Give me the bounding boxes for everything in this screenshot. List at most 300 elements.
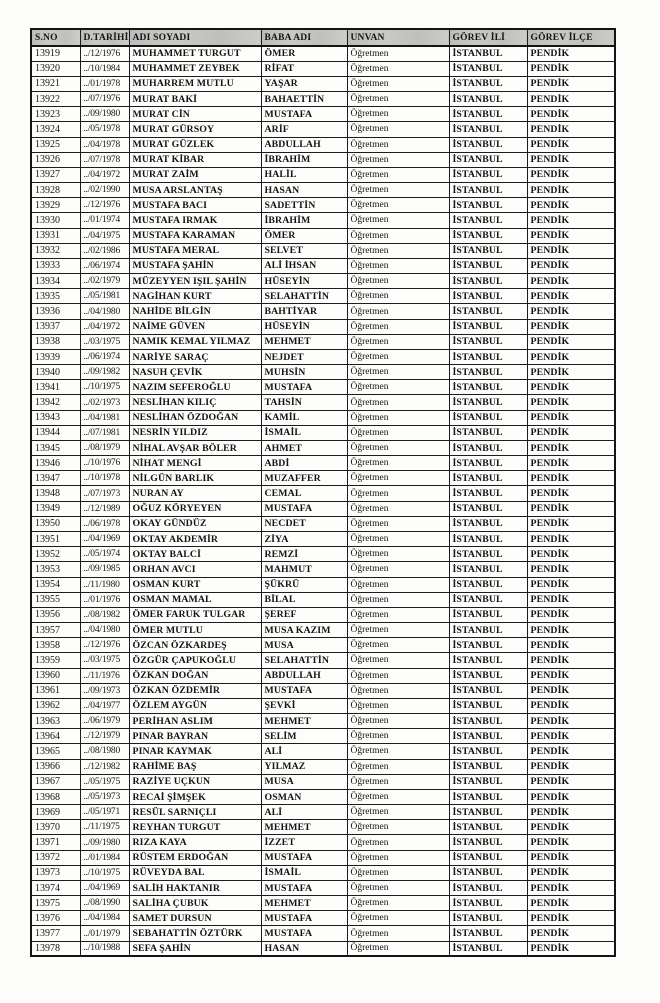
- cell-district: PENDİK: [527, 243, 615, 258]
- table-row: [31, 349, 615, 364]
- cell-province: İSTANBUL: [449, 744, 527, 759]
- cell-name: MURAT ZAİM: [129, 167, 261, 182]
- cell-father: İZZET: [261, 835, 347, 850]
- cell-district: PENDİK: [527, 486, 615, 501]
- cell-district: PENDİK: [527, 698, 615, 713]
- cell-name: MUSTAFA MERAL: [129, 243, 261, 258]
- cell-province: İSTANBUL: [449, 304, 527, 319]
- cell-sno: 13953: [31, 562, 80, 577]
- cell-date: ../06/1974: [80, 349, 129, 364]
- cell-district: PENDİK: [527, 835, 615, 850]
- cell-district: PENDİK: [527, 865, 615, 880]
- table-row: [31, 607, 615, 622]
- cell-date: ../12/1979: [80, 729, 129, 744]
- cell-province: İSTANBUL: [449, 729, 527, 744]
- cell-sno: 13932: [31, 243, 80, 258]
- cell-province: İSTANBUL: [449, 395, 527, 410]
- cell-name: RÜSTEM ERDOĞAN: [129, 850, 261, 865]
- cell-province: İSTANBUL: [449, 228, 527, 243]
- cell-title: Öğretmen: [347, 653, 449, 668]
- cell-date: ../10/1975: [80, 380, 129, 395]
- table-row: [31, 107, 615, 122]
- cell-father: ABDULLAH: [261, 668, 347, 683]
- cell-date: ../05/1971: [80, 805, 129, 820]
- cell-sno: 13947: [31, 471, 80, 486]
- cell-date: ../11/1980: [80, 577, 129, 592]
- cell-title: Öğretmen: [347, 122, 449, 137]
- cell-title: Öğretmen: [347, 729, 449, 744]
- table-row: [31, 183, 615, 198]
- cell-date: ../01/1974: [80, 213, 129, 228]
- cell-name: NAİME GÜVEN: [129, 319, 261, 334]
- cell-district: PENDİK: [527, 941, 615, 956]
- cell-father: MUSTAFA: [261, 880, 347, 895]
- cell-district: PENDİK: [527, 683, 615, 698]
- cell-title: Öğretmen: [347, 61, 449, 76]
- table-row: [31, 820, 615, 835]
- cell-province: İSTANBUL: [449, 714, 527, 729]
- cell-name: MURAT GÜRSOY: [129, 122, 261, 137]
- cell-father: ZİYA: [261, 532, 347, 547]
- cell-sno: 13955: [31, 592, 80, 607]
- table-row: [31, 61, 615, 76]
- cell-name: ÖZKAN DOĞAN: [129, 668, 261, 683]
- cell-title: Öğretmen: [347, 183, 449, 198]
- cell-district: PENDİK: [527, 547, 615, 562]
- cell-district: PENDİK: [527, 774, 615, 789]
- table-row: [31, 274, 615, 289]
- cell-title: Öğretmen: [347, 92, 449, 107]
- cell-province: İSTANBUL: [449, 623, 527, 638]
- column-header-province: GÖREV İLİ: [449, 29, 527, 46]
- cell-name: RAHİME BAŞ: [129, 759, 261, 774]
- cell-district: PENDİK: [527, 532, 615, 547]
- cell-date: ../02/1986: [80, 243, 129, 258]
- cell-title: Öğretmen: [347, 911, 449, 926]
- cell-father: SELVET: [261, 243, 347, 258]
- column-header-sno: S.NO: [31, 29, 80, 46]
- cell-district: PENDİK: [527, 714, 615, 729]
- cell-date: ../09/1980: [80, 107, 129, 122]
- cell-father: ÖMER: [261, 46, 347, 61]
- cell-title: Öğretmen: [347, 425, 449, 440]
- cell-sno: 13950: [31, 516, 80, 531]
- cell-name: NURAN AY: [129, 486, 261, 501]
- cell-sno: 13968: [31, 789, 80, 804]
- table-row: [31, 698, 615, 713]
- cell-date: ../08/1982: [80, 607, 129, 622]
- cell-title: Öğretmen: [347, 334, 449, 349]
- cell-sno: 13934: [31, 274, 80, 289]
- cell-sno: 13954: [31, 577, 80, 592]
- cell-sno: 13977: [31, 926, 80, 941]
- cell-title: Öğretmen: [347, 865, 449, 880]
- cell-father: MUSTAFA: [261, 380, 347, 395]
- cell-district: PENDİK: [527, 805, 615, 820]
- cell-name: MÜZEYYEN IŞIL ŞAHİN: [129, 274, 261, 289]
- table-row: [31, 76, 615, 91]
- cell-sno: 13970: [31, 820, 80, 835]
- cell-sno: 13940: [31, 365, 80, 380]
- cell-date: ../05/1974: [80, 547, 129, 562]
- cell-father: NEJDET: [261, 349, 347, 364]
- cell-title: Öğretmen: [347, 668, 449, 683]
- cell-province: İSTANBUL: [449, 289, 527, 304]
- cell-title: Öğretmen: [347, 258, 449, 273]
- cell-district: PENDİK: [527, 334, 615, 349]
- cell-province: İSTANBUL: [449, 638, 527, 653]
- table-row: [31, 592, 615, 607]
- cell-province: İSTANBUL: [449, 865, 527, 880]
- cell-father: ARİF: [261, 122, 347, 137]
- cell-date: ../05/1973: [80, 789, 129, 804]
- table-row: [31, 638, 615, 653]
- table-row: [31, 623, 615, 638]
- cell-province: İSTANBUL: [449, 774, 527, 789]
- cell-date: ../12/1976: [80, 638, 129, 653]
- cell-title: Öğretmen: [347, 243, 449, 258]
- cell-date: ../11/1976: [80, 668, 129, 683]
- cell-date: ../06/1979: [80, 714, 129, 729]
- table-row: [31, 744, 615, 759]
- cell-province: İSTANBUL: [449, 440, 527, 455]
- cell-province: İSTANBUL: [449, 911, 527, 926]
- cell-title: Öğretmen: [347, 456, 449, 471]
- cell-title: Öğretmen: [347, 759, 449, 774]
- cell-province: İSTANBUL: [449, 122, 527, 137]
- table-row: [31, 941, 615, 956]
- cell-province: İSTANBUL: [449, 547, 527, 562]
- cell-name: NAZIM SEFEROĞLU: [129, 380, 261, 395]
- cell-province: İSTANBUL: [449, 76, 527, 91]
- cell-title: Öğretmen: [347, 623, 449, 638]
- personnel-table: [30, 28, 616, 957]
- column-header-name: ADI SOYADI: [129, 29, 261, 46]
- cell-province: İSTANBUL: [449, 183, 527, 198]
- table-row: [31, 289, 615, 304]
- cell-date: ../08/1980: [80, 744, 129, 759]
- cell-name: ÖZLEM AYGÜN: [129, 698, 261, 713]
- cell-father: MUHSİN: [261, 365, 347, 380]
- cell-sno: 13957: [31, 623, 80, 638]
- cell-province: İSTANBUL: [449, 380, 527, 395]
- cell-father: SADETTİN: [261, 198, 347, 213]
- cell-date: ../05/1978: [80, 122, 129, 137]
- cell-name: MUSA ARSLANTAŞ: [129, 183, 261, 198]
- cell-father: ABDİ: [261, 456, 347, 471]
- cell-father: MUSTAFA: [261, 107, 347, 122]
- cell-name: RESÜL SARNIÇLI: [129, 805, 261, 820]
- cell-province: İSTANBUL: [449, 880, 527, 895]
- cell-date: ../04/1975: [80, 228, 129, 243]
- cell-sno: 13945: [31, 440, 80, 455]
- cell-district: PENDİK: [527, 167, 615, 182]
- cell-title: Öğretmen: [347, 744, 449, 759]
- cell-title: Öğretmen: [347, 76, 449, 91]
- cell-name: REYHAN TURGUT: [129, 820, 261, 835]
- cell-name: NESRİN YILDIZ: [129, 425, 261, 440]
- cell-province: İSTANBUL: [449, 820, 527, 835]
- cell-district: PENDİK: [527, 289, 615, 304]
- table-row: [31, 304, 615, 319]
- cell-province: İSTANBUL: [449, 425, 527, 440]
- cell-date: ../12/1976: [80, 46, 129, 61]
- cell-sno: 13952: [31, 547, 80, 562]
- cell-sno: 13958: [31, 638, 80, 653]
- cell-name: NAHİDE BİLGİN: [129, 304, 261, 319]
- cell-title: Öğretmen: [347, 698, 449, 713]
- cell-district: PENDİK: [527, 92, 615, 107]
- table-row: [31, 456, 615, 471]
- cell-sno: 13938: [31, 334, 80, 349]
- cell-sno: 13920: [31, 61, 80, 76]
- cell-date: ../04/1984: [80, 911, 129, 926]
- cell-name: NESLİHAN KILIÇ: [129, 395, 261, 410]
- table-row: [31, 395, 615, 410]
- table-row: [31, 850, 615, 865]
- table-row: [31, 152, 615, 167]
- cell-name: SEBAHATTİN ÖZTÜRK: [129, 926, 261, 941]
- cell-sno: 13923: [31, 107, 80, 122]
- table-row: [31, 380, 615, 395]
- cell-name: MURAT BAKİ: [129, 92, 261, 107]
- cell-province: İSTANBUL: [449, 213, 527, 228]
- cell-district: PENDİK: [527, 258, 615, 273]
- cell-sno: 13922: [31, 92, 80, 107]
- cell-district: PENDİK: [527, 471, 615, 486]
- cell-title: Öğretmen: [347, 516, 449, 531]
- cell-title: Öğretmen: [347, 486, 449, 501]
- cell-date: ../11/1975: [80, 820, 129, 835]
- cell-title: Öğretmen: [347, 926, 449, 941]
- cell-province: İSTANBUL: [449, 805, 527, 820]
- cell-name: NİHAL AVŞAR BÖLER: [129, 440, 261, 455]
- table-row: [31, 805, 615, 820]
- cell-district: PENDİK: [527, 425, 615, 440]
- cell-name: MURAT CİN: [129, 107, 261, 122]
- cell-father: MUSA KAZIM: [261, 623, 347, 638]
- cell-date: ../10/1975: [80, 865, 129, 880]
- cell-father: MEHMET: [261, 820, 347, 835]
- cell-date: ../03/1975: [80, 334, 129, 349]
- cell-name: RAZİYE UÇKUN: [129, 774, 261, 789]
- cell-district: PENDİK: [527, 107, 615, 122]
- cell-sno: 13971: [31, 835, 80, 850]
- cell-name: NASUH ÇEVİK: [129, 365, 261, 380]
- cell-district: PENDİK: [527, 152, 615, 167]
- cell-name: NARİYE SARAÇ: [129, 349, 261, 364]
- cell-date: ../02/1979: [80, 274, 129, 289]
- cell-title: Öğretmen: [347, 562, 449, 577]
- cell-sno: 13965: [31, 744, 80, 759]
- cell-date: ../05/1981: [80, 289, 129, 304]
- cell-province: İSTANBUL: [449, 592, 527, 607]
- cell-district: PENDİK: [527, 926, 615, 941]
- table-row: [31, 926, 615, 941]
- cell-sno: 13925: [31, 137, 80, 152]
- cell-district: PENDİK: [527, 911, 615, 926]
- cell-name: OKTAY BALCİ: [129, 547, 261, 562]
- cell-sno: 13959: [31, 653, 80, 668]
- cell-province: İSTANBUL: [449, 759, 527, 774]
- cell-title: Öğretmen: [347, 46, 449, 61]
- cell-father: HÜSEYİN: [261, 274, 347, 289]
- cell-father: ABDULLAH: [261, 137, 347, 152]
- cell-father: HASAN: [261, 183, 347, 198]
- cell-sno: 13967: [31, 774, 80, 789]
- cell-date: ../04/1980: [80, 304, 129, 319]
- cell-district: PENDİK: [527, 516, 615, 531]
- cell-district: PENDİK: [527, 562, 615, 577]
- table-row: [31, 759, 615, 774]
- cell-father: HÜSEYİN: [261, 319, 347, 334]
- cell-sno: 13941: [31, 380, 80, 395]
- table-row: [31, 516, 615, 531]
- cell-name: MUSTAFA IRMAK: [129, 213, 261, 228]
- cell-father: ŞEVKİ: [261, 698, 347, 713]
- cell-sno: 13939: [31, 349, 80, 364]
- cell-sno: 13937: [31, 319, 80, 334]
- cell-name: OĞUZ KÖRYEYEN: [129, 501, 261, 516]
- cell-name: OKAY GÜNDÜZ: [129, 516, 261, 531]
- cell-title: Öğretmen: [347, 941, 449, 956]
- cell-title: Öğretmen: [347, 805, 449, 820]
- cell-district: PENDİK: [527, 365, 615, 380]
- cell-title: Öğretmen: [347, 152, 449, 167]
- table-row: [31, 532, 615, 547]
- cell-title: Öğretmen: [347, 714, 449, 729]
- table-row: [31, 137, 615, 152]
- cell-title: Öğretmen: [347, 592, 449, 607]
- cell-province: İSTANBUL: [449, 410, 527, 425]
- cell-sno: 13924: [31, 122, 80, 137]
- cell-sno: 13927: [31, 167, 80, 182]
- cell-sno: 13956: [31, 607, 80, 622]
- cell-name: MUSTAFA KARAMAN: [129, 228, 261, 243]
- cell-father: MUZAFFER: [261, 471, 347, 486]
- cell-district: PENDİK: [527, 896, 615, 911]
- cell-title: Öğretmen: [347, 501, 449, 516]
- cell-district: PENDİK: [527, 577, 615, 592]
- cell-name: ÖZGÜR ÇAPUKOĞLU: [129, 653, 261, 668]
- cell-father: AHMET: [261, 440, 347, 455]
- table-row: [31, 410, 615, 425]
- cell-sno: 13931: [31, 228, 80, 243]
- cell-title: Öğretmen: [347, 198, 449, 213]
- cell-date: ../03/1975: [80, 653, 129, 668]
- cell-date: ../02/1990: [80, 183, 129, 198]
- cell-sno: 13960: [31, 668, 80, 683]
- cell-name: ORHAN AVCI: [129, 562, 261, 577]
- cell-sno: 13921: [31, 76, 80, 91]
- cell-title: Öğretmen: [347, 304, 449, 319]
- cell-sno: 13973: [31, 865, 80, 880]
- table-row: [31, 547, 615, 562]
- cell-province: İSTANBUL: [449, 198, 527, 213]
- cell-name: MUHARREM MUTLU: [129, 76, 261, 91]
- cell-district: PENDİK: [527, 789, 615, 804]
- cell-province: İSTANBUL: [449, 683, 527, 698]
- cell-sno: 13963: [31, 714, 80, 729]
- cell-sno: 13936: [31, 304, 80, 319]
- cell-district: PENDİK: [527, 380, 615, 395]
- cell-district: PENDİK: [527, 501, 615, 516]
- cell-name: MURAT GÜZLEK: [129, 137, 261, 152]
- cell-district: PENDİK: [527, 653, 615, 668]
- cell-father: ÖMER: [261, 228, 347, 243]
- cell-father: BAHTİYAR: [261, 304, 347, 319]
- cell-sno: 13929: [31, 198, 80, 213]
- cell-sno: 13974: [31, 880, 80, 895]
- cell-province: İSTANBUL: [449, 349, 527, 364]
- cell-title: Öğretmen: [347, 274, 449, 289]
- cell-district: PENDİK: [527, 349, 615, 364]
- cell-province: İSTANBUL: [449, 789, 527, 804]
- cell-father: MAHMUT: [261, 562, 347, 577]
- cell-father: ALİ: [261, 744, 347, 759]
- cell-district: PENDİK: [527, 395, 615, 410]
- table-row: [31, 46, 615, 61]
- cell-date: ../05/1975: [80, 774, 129, 789]
- cell-district: PENDİK: [527, 592, 615, 607]
- cell-province: İSTANBUL: [449, 456, 527, 471]
- cell-sno: 13962: [31, 698, 80, 713]
- cell-province: İSTANBUL: [449, 137, 527, 152]
- cell-father: YILMAZ: [261, 759, 347, 774]
- cell-date: ../04/1978: [80, 137, 129, 152]
- cell-father: RİFAT: [261, 61, 347, 76]
- cell-province: İSTANBUL: [449, 46, 527, 61]
- cell-district: PENDİK: [527, 183, 615, 198]
- table-row: [31, 562, 615, 577]
- cell-district: PENDİK: [527, 76, 615, 91]
- table-row: [31, 880, 615, 895]
- cell-sno: 13949: [31, 501, 80, 516]
- cell-title: Öğretmen: [347, 228, 449, 243]
- table-row: [31, 714, 615, 729]
- cell-title: Öğretmen: [347, 774, 449, 789]
- cell-father: MUSTAFA: [261, 683, 347, 698]
- cell-father: MUSTAFA: [261, 501, 347, 516]
- cell-father: NECDET: [261, 516, 347, 531]
- cell-name: SALİH HAKTANIR: [129, 880, 261, 895]
- cell-date: ../07/1973: [80, 486, 129, 501]
- cell-date: ../06/1978: [80, 516, 129, 531]
- cell-date: ../04/1980: [80, 623, 129, 638]
- cell-name: MURAT KİBAR: [129, 152, 261, 167]
- cell-sno: 13961: [31, 683, 80, 698]
- cell-name: OSMAN KURT: [129, 577, 261, 592]
- cell-district: PENDİK: [527, 304, 615, 319]
- cell-father: HALİL: [261, 167, 347, 182]
- cell-title: Öğretmen: [347, 547, 449, 562]
- cell-name: ÖMER MUTLU: [129, 623, 261, 638]
- cell-date: ../08/1979: [80, 440, 129, 455]
- cell-district: PENDİK: [527, 607, 615, 622]
- table-row: [31, 486, 615, 501]
- cell-title: Öğretmen: [347, 820, 449, 835]
- cell-title: Öğretmen: [347, 167, 449, 182]
- cell-date: ../06/1974: [80, 258, 129, 273]
- table-body: [31, 46, 615, 956]
- cell-father: SELAHATTİN: [261, 289, 347, 304]
- cell-sno: 13926: [31, 152, 80, 167]
- cell-name: PINAR BAYRAN: [129, 729, 261, 744]
- cell-name: OKTAY AKDEMİR: [129, 532, 261, 547]
- cell-father: KAMİL: [261, 410, 347, 425]
- cell-sno: 13948: [31, 486, 80, 501]
- table-row: [31, 577, 615, 592]
